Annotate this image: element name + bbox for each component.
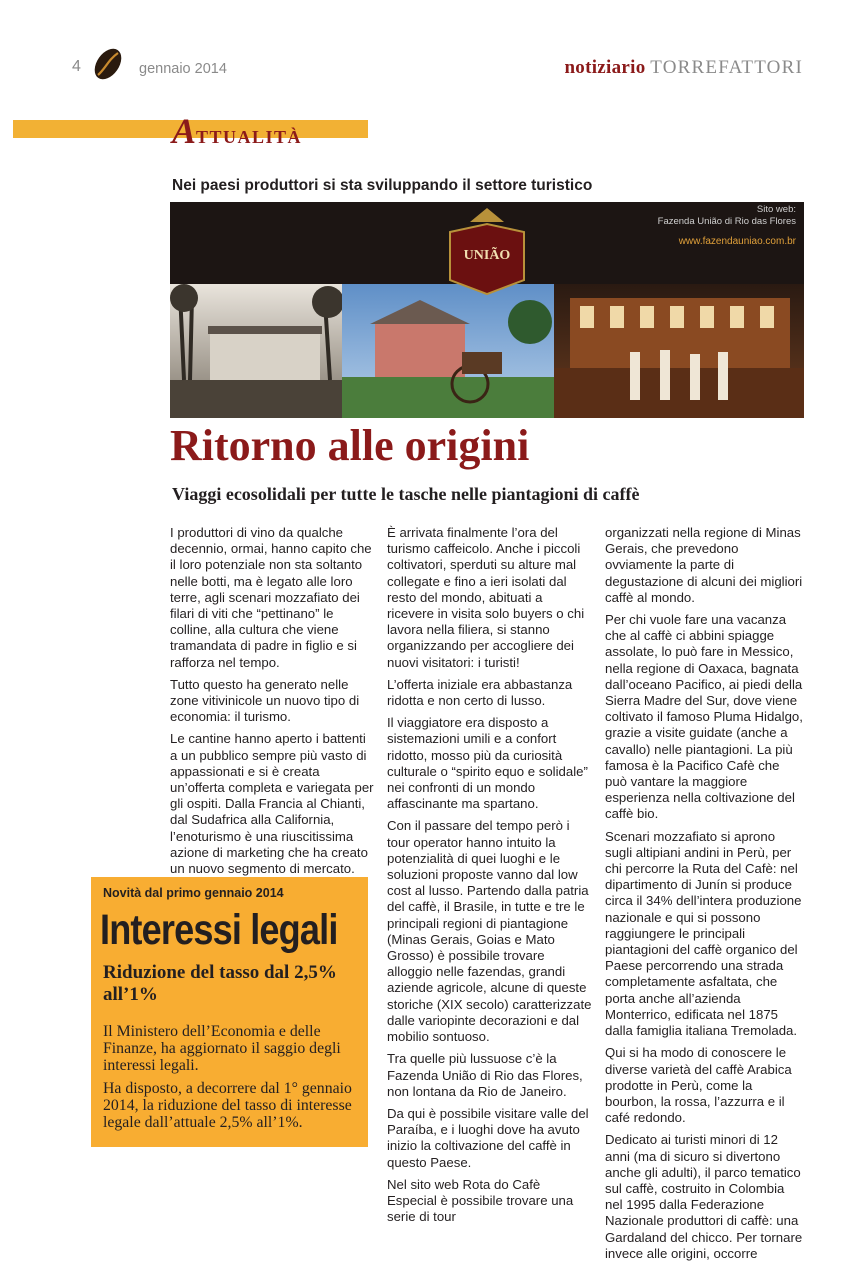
paragraph: Da qui è possibile visitare valle del Paraíba, e i luoghi dove ha avuto inizio la coltivazione del caffè in questo Paese. xyxy=(387,1105,589,1170)
paragraph: È arrivata finalmente l’ora del turismo caffeicolo. Anche i piccoli coltivatori, sperduti su alture mal collegate e fino a ieri isolati dal resto del mondo, abituati a ricevere in visita solo buyers o chi lavora nella filiera, si stanno organizzando per accogliere dei nuovi visitatori: i turisti! xyxy=(387,525,585,670)
article-subhead: Viaggi ecosolidali per tutte le tasche nelle piantagioni di caffè xyxy=(172,484,640,504)
section-initial: A xyxy=(172,111,197,151)
masthead-subtitle: TORREFATTORI xyxy=(650,57,803,78)
banner-logo-text: UNIÃO xyxy=(463,248,511,263)
article-column-1 xyxy=(170,525,375,883)
article-kicker: Nei paesi produttori si sta sviluppando il settore turistico xyxy=(172,177,593,194)
paragraph: Le cantine hanno aperto i battenti a un pubblico sempre più vasto di appassionati e si è creata un’offerta completa e variegata per gli ospiti. Dalla Francia al Chianti, dal Sudafrica alla California, l’enoturismo è una riuscitissima azione di marketing che ha creato un nuovo segmento di mercato. xyxy=(170,731,374,877)
paragraph: L’offerta iniziale era abbastanza ridotta e non certo di lusso. xyxy=(387,676,573,709)
paragraph: Per chi vuole fare una vacanza che al caffè ci abbini spiagge assolate, lo può fare in Messico, nella regione di Oaxaca, bagnata dall’oceano Pacifico, ai piedi della Sierra Madre del Sur, dove viene coltivato il famoso Pluma Hidalgo, grazie a visite guidate (anche a cavallo) nelle piantagioni. La più famosa è la Pacifico Cafè che può vantare la maggiore esperienza nella coltivazione del caffè bio. xyxy=(605,612,803,822)
paragraph: Scenari mozzafiato si aprono sugli altipiani andini in Perù, per chi percorre la Ruta del Cafè: nel dipartimento di Junín si produce circa il 34% dell’intera produzione nazionale e qui si possono raggiungere le principali piantagioni del caffè organico del Paese percorrendo una strada completamente asfaltata, che porta anche all’azienda Monterrico, edificata nel 1875 dalla famiglia italiana Tremolada. xyxy=(605,828,802,1039)
banner-photos xyxy=(170,202,804,418)
banner-site-url: www.fazendauniao.com.br xyxy=(678,236,796,247)
issue-date: gennaio 2014 xyxy=(139,61,227,77)
box-kicker: Novità dal primo gennaio 2014 xyxy=(103,886,284,900)
paragraph: Nel sito web Rota do Cafè Especial è possibile trovare una serie di tour xyxy=(387,1176,574,1225)
page-number: 4 xyxy=(72,58,81,75)
paragraph: Tutto questo ha generato nelle zone vitivinicole un nuovo tipo di economia: il turismo. xyxy=(170,676,360,725)
paragraph: Dedicato ai turisti minori di 12 anni (ma di sicuro si divertono anche gli adulti), il parco tematico sul caffè, costruito in Colombia nel 1995 dalla Federazione Nazionale produttori di caffè: una Gardaland del chicco. Per tornare invece alle origini, occorre xyxy=(605,1132,803,1261)
paragraph: I produttori di vino da qualche decennio, ormai, hanno capito che il loro potenziale non sta soltanto nelle botti, ma è legato alle loro terre, agli scenari mozzafiato dei filari di viti che “pettinano” le colline, alla cultura che viene tramandata di padre in figlio e si rafforza nel tempo. xyxy=(170,525,372,670)
banner-site-label-1: Sito web: xyxy=(756,204,796,215)
box-subtitle: Riduzione del tasso dal 2,5% all’1% xyxy=(103,962,337,1005)
section-rest: TTUALITÀ xyxy=(196,127,303,147)
masthead xyxy=(564,57,803,79)
paragraph: organizzati nella regione di Minas Gerais, che prevedono ovviamente la parte di degustazione di alcuni dei migliori caffè al mondo. xyxy=(605,525,803,605)
article-headline: Ritorno alle origini xyxy=(170,421,530,470)
paragraph: Il viaggiatore era disposto a sistemazioni umili e a confort ridotto, mosso più da curiosità culturale o “spirito equo e solidale” nei confronti di un mondo affascinante ma spartano. xyxy=(387,715,588,812)
article-column-3 xyxy=(605,525,805,1268)
banner-image xyxy=(170,202,804,418)
article-column-2 xyxy=(387,525,592,1231)
paragraph: Ha disposto, a decorrere dal 1° gennaio 2014, la riduzione del tasso di interesse legale dall’attuale 2,5% all’1%. xyxy=(103,1080,352,1131)
paragraph: Con il passare del tempo però i tour operator hanno intuito la potenzialità di quei luoghi e le soluzioni proposte vanno dal low cost al lusso. Partendo dalla patria del caffè, il Brasile, in tutte e tre le principali regioni di piantagione (Minas Gerais, Goias e Mato Grosso) è possibile trovare alloggio nelle fazendas, grandi aziende agricole, alcune di queste storiche (XIX secolo) caratterizzate dalle variopinte decorazioni e dal mobilio sontuoso. xyxy=(387,818,592,1045)
paragraph: Tra quelle più lussuose c’è la Fazenda União di Rio das Flores, non lontana da Rio de Janeiro. xyxy=(387,1051,583,1099)
paragraph: Qui si ha modo di conoscere le diverse varietà del caffè Arabica prodotte in Perù, come la bourbon, la rossa, l’azzurra e il café redondo. xyxy=(605,1045,792,1126)
paragraph: Il Ministero dell’Economia e delle Finanze, ha aggiornato il saggio degli interessi legali. xyxy=(103,1023,341,1074)
section-title xyxy=(172,110,302,152)
masthead-name: notiziario xyxy=(564,57,646,78)
box-body xyxy=(103,1023,363,1137)
banner-site-label xyxy=(658,204,796,228)
box-title: Interessi legali xyxy=(100,906,338,954)
banner-site-label-2: Fazenda União di Rio das Flores xyxy=(657,216,796,227)
coffee-bean-icon xyxy=(88,44,128,84)
